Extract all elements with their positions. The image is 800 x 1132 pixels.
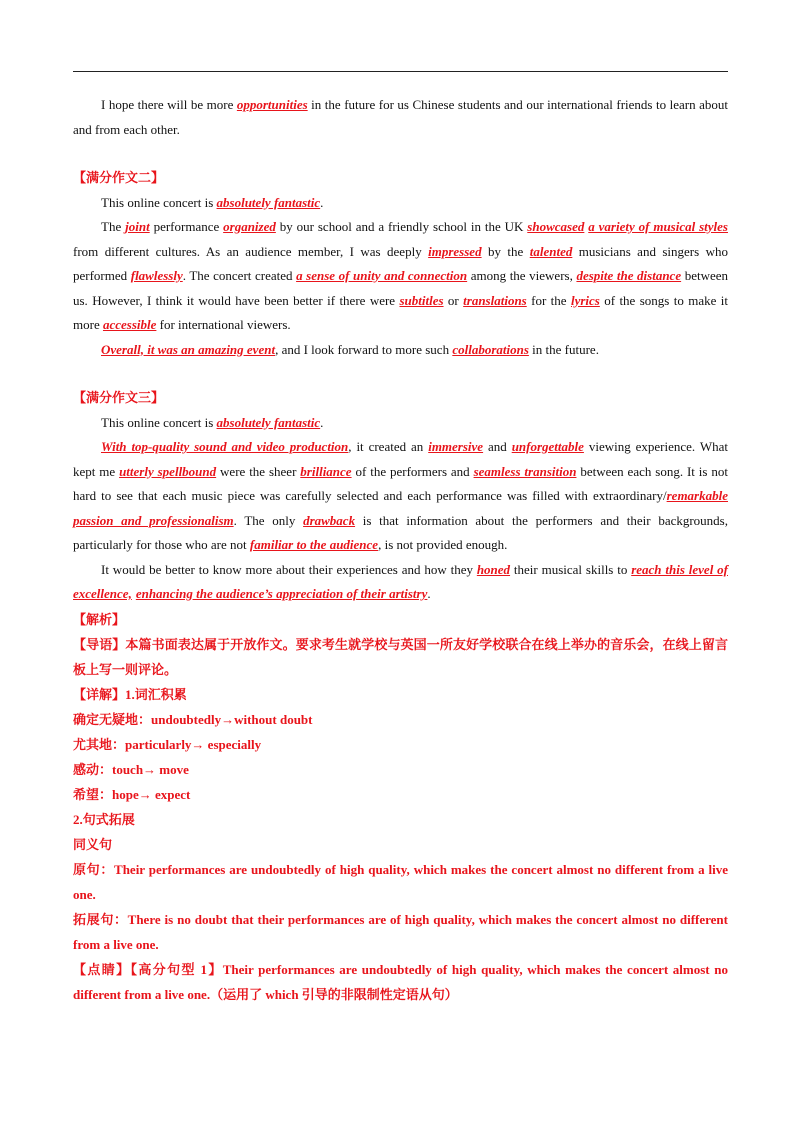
vocab-item: 感动：touch→ move [73, 761, 189, 777]
keyword: translations [463, 292, 527, 308]
text: were the sheer [216, 463, 301, 479]
text: . [320, 414, 324, 430]
expanded-sentence: 拓展句：There is no doubt that their performances are of high quality, which makes the concert almost no different from a live one. [73, 911, 728, 952]
text: This online concert is [101, 194, 217, 210]
text: in the future for us Chinese students and our international friends to learn about and from each other. [73, 97, 728, 137]
text: viewing experience. What kept me [73, 439, 728, 479]
guide-text: 【导语】本篇书面表达属于开放作文。要求考生就学校与英国一所友好学校联合在线上举办的音乐会，在线上留言板上写一则评论。 [73, 636, 728, 677]
text: This online concert is [101, 414, 217, 430]
text: or [443, 292, 464, 308]
text: for international viewers. [156, 317, 291, 332]
text: It would be better to know more about their experiences and how they [101, 561, 477, 577]
essay2-paragraph-1 [73, 191, 728, 216]
essay3-paragraph-2 [73, 435, 728, 558]
text: The [101, 219, 126, 234]
document-page [73, 93, 728, 1007]
keyword: familiar to the audience [249, 537, 379, 552]
text: . [427, 586, 431, 601]
keyword: a variety of musical styles [588, 219, 728, 234]
detail-title: 【详解】1.词汇积累 [73, 686, 187, 702]
text: . [320, 194, 324, 210]
keyword: Overall, it was an amazing event [101, 341, 276, 357]
text: between each song. It is not hard to see that each music piece was carefully selected and each performance was filled with extraordinary/ [73, 463, 728, 503]
text: and [483, 439, 512, 454]
text: by our school and a friendly school in the UK [275, 219, 528, 234]
text: of the performers and [351, 463, 474, 479]
keyword: honed [476, 561, 511, 577]
essay2-heading: 【满分作文二】 [73, 170, 165, 185]
keyword: a sense of unity and connection [296, 268, 468, 283]
highlight-sentence: 【点睛】【高分句型 1】Their performances are undoubtedly of high quality, which makes the concert almost no different from a live one.（运用了 which 引导的非限制性定语从句） [73, 961, 728, 1002]
essay3-paragraph-3 [73, 558, 728, 607]
text: . The only [233, 512, 304, 528]
text: . The concert created [182, 268, 297, 283]
text: in the future. [528, 341, 599, 357]
text: performance [149, 219, 224, 234]
keyword: despite the distance [576, 268, 682, 283]
sentence-title: 2.句式拓展 [73, 811, 135, 827]
keyword: collaborations [452, 341, 529, 357]
text: , and I look forward to more such [275, 341, 453, 357]
keyword: unforgettable [511, 439, 584, 454]
header-rule [73, 71, 728, 72]
keyword: enhancing the audience’s appreciation of their artistry [135, 586, 428, 601]
keyword: seamless transition [473, 463, 577, 479]
keyword: With top-quality sound and video production [101, 439, 349, 454]
text: from different cultures. As an audience member, I was deeply [73, 243, 429, 259]
original-sentence: 原句：Their performances are undoubtedly of high quality, which makes the concert almost no different from a live one. [73, 861, 728, 902]
keyword: subtitles [399, 292, 444, 308]
text: by the [481, 243, 530, 259]
analysis-heading: 【解析】 [73, 611, 126, 627]
synonym-title: 同义句 [73, 836, 113, 852]
essay2-paragraph-2 [73, 215, 728, 338]
text: is that information about the performers and their backgrounds, particularly for those who are not [73, 512, 728, 552]
text: between us. However, I think it would have been better if there were [73, 268, 729, 308]
keyword: immersive [428, 439, 484, 454]
keyword: brilliance [300, 463, 352, 479]
text: among the viewers, [467, 268, 577, 283]
keyword: flawlessly [130, 268, 183, 283]
keyword: absolutely fantastic [216, 414, 321, 430]
text: , it created an [348, 439, 429, 454]
text: I hope there will be more [101, 97, 237, 112]
text: their musical skills to [510, 561, 632, 577]
vocab-item: 希望：hope→ expect [73, 786, 191, 802]
keyword: organized [223, 219, 276, 234]
vocab-item: 确定无疑地：undoubtedly→without doubt [73, 711, 313, 727]
keyword: talented [529, 243, 573, 259]
keyword: reach this level of excellence, [73, 561, 728, 601]
text: musicians and singers who performed [73, 243, 729, 283]
essay1-closing-paragraph [73, 93, 728, 142]
keyword: joint [125, 219, 150, 234]
keyword: remarkable passion and professionalism [73, 488, 728, 528]
keyword: drawback [303, 512, 356, 528]
essay3-paragraph-1 [73, 411, 728, 436]
text: for the [526, 292, 571, 308]
keyword: utterly spellbound [119, 463, 217, 479]
keyword: impressed [428, 243, 482, 259]
keyword: lyrics [570, 292, 600, 308]
keyword: opportunities [236, 97, 308, 112]
keyword: showcased [527, 219, 585, 234]
keyword: accessible [102, 317, 157, 332]
text: , is not provided enough. [378, 537, 508, 552]
vocab-item: 尤其地：particularly→ especially [73, 736, 262, 752]
essay3-heading: 【满分作文三】 [73, 390, 165, 405]
keyword: absolutely fantastic [216, 194, 321, 210]
text: of the songs to make it more [73, 292, 728, 332]
essay2-paragraph-3 [73, 338, 728, 363]
